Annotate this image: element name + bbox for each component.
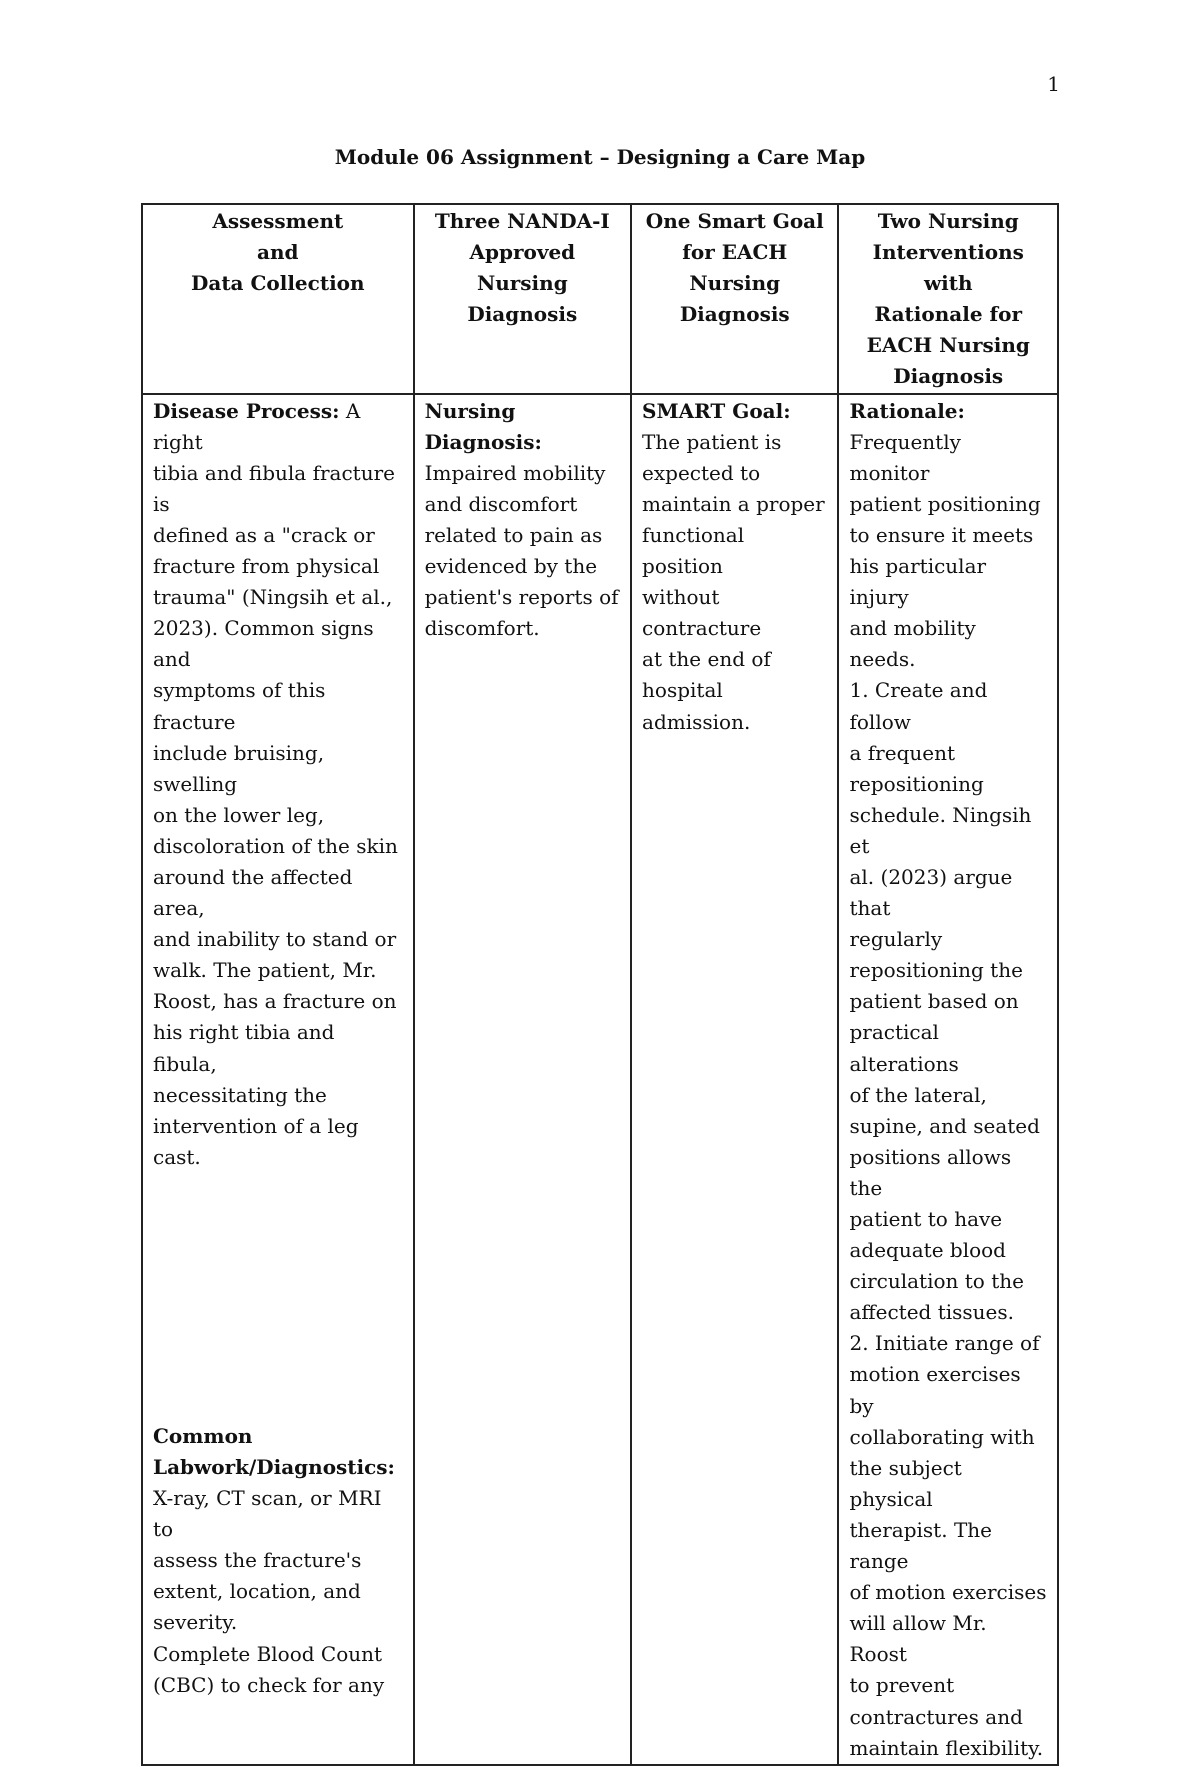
- text-line: al. (2023) argue that: [849, 864, 1013, 921]
- header-line: Data Collection: [191, 271, 365, 296]
- text-line: at the end of: [642, 647, 771, 672]
- text-line: of the lateral,: [849, 1082, 987, 1107]
- text-line: severity.: [153, 1610, 238, 1635]
- disease-first-line: [153, 396, 403, 458]
- text-line: discoloration of the skin: [153, 833, 398, 858]
- disease-process-label: Disease Process:: [153, 398, 340, 423]
- text-line: without contracture: [642, 585, 762, 641]
- header-line: One Smart Goal: [645, 209, 824, 233]
- text-line: Roost, has a fracture on: [153, 989, 397, 1014]
- diagnosis-label: Nursing Diagnosis:: [424, 398, 542, 454]
- page-number: 1: [1047, 72, 1060, 96]
- diagnosis-cell: [414, 394, 631, 1765]
- text-line: collaborating with: [849, 1424, 1035, 1449]
- interventions-text: [849, 427, 1047, 1764]
- text-line: 1. Create and follow: [849, 678, 988, 734]
- header-line: Assessment: [212, 209, 344, 233]
- text-line: therapist. The range: [849, 1517, 992, 1574]
- text-line: tibia and fibula fracture is: [153, 460, 395, 516]
- text-line: the subject physical: [849, 1455, 962, 1511]
- text-line: and discomfort: [424, 491, 578, 516]
- text-line: patient to have: [849, 1207, 1003, 1231]
- text-line: practical alterations: [849, 1020, 959, 1076]
- text-line: hospital admission.: [642, 678, 751, 734]
- document-title: Module 06 Assignment – Designing a Care Map: [334, 145, 866, 169]
- header-interventions: [838, 204, 1058, 394]
- text-line: and inability to stand or: [153, 927, 397, 952]
- text-line: 2023). Common signs and: [153, 616, 374, 672]
- text-line: functional position: [642, 522, 745, 579]
- text-line: symptoms of this fracture: [153, 678, 326, 734]
- text-line: Complete Blood Count: [153, 1641, 383, 1666]
- text-line: walk. The patient, Mr.: [153, 958, 377, 983]
- header-line: Three NANDA-I: [434, 209, 610, 233]
- rationale-label: Rationale:: [849, 398, 965, 423]
- smart-goal-text: [642, 427, 827, 738]
- text-line: extent, location, and: [153, 1579, 361, 1604]
- text-line: repositioning the: [849, 958, 1023, 983]
- header-line: Nursing Diagnosis: [679, 271, 790, 327]
- assessment-cell: [142, 394, 414, 1765]
- text-line: and mobility needs.: [849, 616, 976, 672]
- text-line: repositioning: [849, 771, 984, 796]
- header-line: Nursing Diagnosis: [467, 271, 578, 327]
- text-line: to ensure it meets: [849, 522, 1034, 547]
- header-line: Rationale for: [874, 302, 1022, 327]
- text-line: patient positioning: [849, 491, 1041, 516]
- text-line: A right: [153, 398, 361, 454]
- text-line: necessitating the: [153, 1082, 327, 1107]
- text-line: evidenced by the: [424, 554, 598, 579]
- header-line: Interventions with: [872, 240, 1024, 296]
- text-line: defined as a "crack or: [153, 522, 375, 547]
- text-line: regularly: [849, 927, 943, 952]
- smart-goal-label: SMART Goal:: [642, 398, 791, 423]
- spacer: [153, 1173, 403, 1421]
- text-line: Impaired mobility: [424, 460, 606, 485]
- text-line: on the lower leg,: [153, 802, 325, 827]
- header-diagnosis: [414, 204, 631, 394]
- disease-process-block: [153, 396, 403, 1173]
- text-line: affected tissues.: [849, 1300, 1014, 1325]
- text-line: adequate blood: [849, 1238, 1006, 1263]
- text-line: related to pain as: [424, 522, 603, 547]
- text-line: Frequently monitor: [849, 429, 961, 485]
- header-line: and: [257, 240, 299, 265]
- text-line: expected to: [642, 460, 761, 485]
- labwork-label: [153, 1421, 403, 1483]
- text-line: a frequent: [849, 740, 956, 765]
- table-body-row: [142, 394, 1058, 1765]
- text-line: Common: [153, 1423, 253, 1448]
- text-line: will allow Mr. Roost: [849, 1611, 987, 1667]
- text-line: schedule. Ningsih et: [849, 802, 1032, 858]
- text-line: 2. Initiate range of: [849, 1331, 1040, 1356]
- header-line: Approved: [469, 240, 576, 265]
- text-line: of motion exercises: [849, 1580, 1047, 1605]
- header-smart-goal: [631, 204, 838, 394]
- text-line: Labwork/Diagnostics:: [153, 1455, 395, 1479]
- labwork-block: [153, 1483, 403, 1701]
- header-line: EACH Nursing: [866, 333, 1030, 358]
- text-line: assess the fracture's: [153, 1548, 362, 1573]
- text-line: intervention of a leg cast.: [153, 1113, 359, 1169]
- text-line: trauma" (Ningsih et al.,: [153, 585, 393, 610]
- smart-goal-cell: [631, 394, 838, 1765]
- text-line: patient based on: [849, 989, 1019, 1014]
- care-map-table: [141, 203, 1059, 1766]
- text-line: discomfort.: [424, 616, 540, 641]
- text-line: around the affected area,: [153, 864, 353, 921]
- text-line: his right tibia and fibula,: [153, 1020, 335, 1076]
- text-line: The patient is: [642, 429, 782, 454]
- text-line: (CBC) to check for any: [153, 1672, 385, 1697]
- text-line: positions allows the: [849, 1144, 1012, 1200]
- header-line: for EACH: [682, 240, 788, 265]
- text-line: supine, and seated: [849, 1113, 1040, 1138]
- text-line: fracture from physical: [153, 554, 380, 579]
- header-line: Two Nursing: [877, 209, 1019, 233]
- interventions-cell: [838, 394, 1058, 1765]
- header-assessment: [142, 204, 414, 394]
- text-line: X-ray, CT scan, or MRI to: [153, 1486, 382, 1542]
- text-line: patient's reports of: [424, 585, 619, 610]
- text-line: maintain a proper: [642, 491, 825, 516]
- text-line: maintain flexibility.: [849, 1735, 1044, 1760]
- text-line: to prevent: [849, 1673, 955, 1698]
- text-line: contractures and: [849, 1704, 1023, 1729]
- diagnosis-text: [425, 458, 620, 645]
- text-line: circulation to the: [849, 1269, 1024, 1294]
- text-line: motion exercises by: [849, 1362, 1021, 1418]
- table-header-row: [142, 204, 1058, 394]
- header-line: Diagnosis: [893, 364, 1004, 389]
- text-line: include bruising, swelling: [153, 740, 325, 796]
- text-line: his particular injury: [849, 554, 987, 610]
